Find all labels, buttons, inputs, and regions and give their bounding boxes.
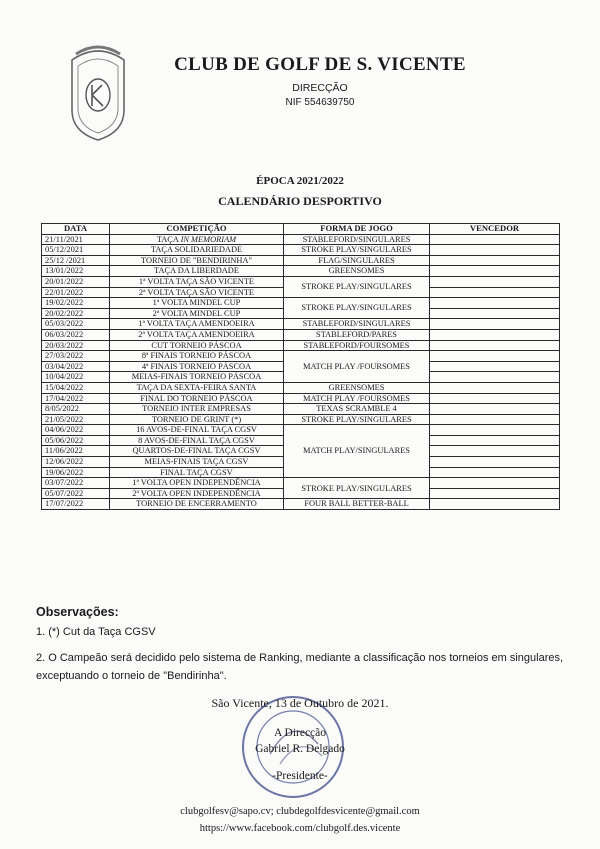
row-winner [430,340,560,351]
row-competition: 4ª FINAIS TORNEIO PÁSCOA [110,361,284,372]
row-format: STROKE PLAY/SINGULARES [284,414,430,425]
row-winner [430,499,560,510]
row-winner [430,308,560,319]
row-winner [430,372,560,383]
row-format: FLAG/SINGULARES [284,255,430,266]
row-date: 21/11/2021 [42,234,110,245]
row-format: STABLEFORD/SINGULARES [284,234,430,245]
row-format: STABLEFORD/FOURSOMES [284,340,430,351]
row-competition: TAÇA DA SEXTA-FEIRA SANTA [110,382,284,393]
row-competition: TAÇA SOLIDARIEDADE [110,245,284,256]
season-label: ÉPOCA 2021/2022 [256,175,344,187]
row-format: STABLEFORD/SINGULARES [284,319,430,330]
row-competition: MEIAS-FINAIS TORNEIO PÁSCOA [110,372,284,383]
row-winner [430,255,560,266]
observations-title: Observações: [36,605,119,619]
row-date: 05/03/2022 [42,319,110,330]
row-format: STROKE PLAY/SINGULARES [284,478,430,499]
row-winner [430,404,560,415]
row-winner [430,319,560,330]
row-date: 19/02/2022 [42,298,110,309]
table-row [42,478,560,489]
row-competition: TAÇA IN MEMORIAM [110,234,284,245]
row-format: MATCH PLAY /FOURSOMES [284,351,430,383]
row-date: 21/05/2022 [42,414,110,425]
row-winner [430,414,560,425]
table-row [42,382,560,393]
column-header-format: FORMA DE JOGO [284,224,430,235]
row-competition: 2ª VOLTA TAÇA AMENDOEIRA [110,329,284,340]
row-format: MATCH PLAY/SINGULARES [284,425,430,478]
row-competition: TAÇA DA LIBERDADE [110,266,284,277]
table-row [42,351,560,362]
signature-direccao: A Direcção [273,727,327,739]
table-row [42,276,560,287]
table-row [42,329,560,340]
club-crest-logo [62,40,134,144]
row-date: 05/12/2021 [42,245,110,256]
column-header-competition: COMPETIÇÃO [110,224,284,235]
row-winner [430,446,560,457]
row-format: FOUR BALL BETTER-BALL [284,499,430,510]
nif-number: NIF 554639750 [285,97,355,108]
row-format: TEXAS SCRAMBLE 4 [284,404,430,415]
row-date: 10/04/2022 [42,372,110,383]
signature-name: Gabriel R. Delgado [255,743,345,755]
row-date: 17/07/2022 [42,499,110,510]
table-row [42,319,560,330]
table-header-row [42,224,560,235]
row-competition: 16 AVOS-DE-FINAL TAÇA CGSV [110,425,284,436]
signature-role: -Presidente- [272,770,328,782]
row-competition: FINAL DO TORNEIO PÁSCOA [110,393,284,404]
row-date: 19/06/2022 [42,467,110,478]
row-competition: 1ª VOLTA MINDEL CUP [110,298,284,309]
row-winner [430,245,560,256]
row-winner [430,287,560,298]
row-winner [430,488,560,499]
row-competition: 8ª FINAIS TORNEIO PÁSCOA [110,351,284,362]
row-winner [430,329,560,340]
row-format: STROKE PLAY/SINGULARES [284,298,430,319]
table-row [42,340,560,351]
row-competition: CUT TORNEIO PÁSCOA [110,340,284,351]
row-date: 20/01/2022 [42,276,110,287]
row-winner [430,393,560,404]
row-winner [430,425,560,436]
table-row [42,404,560,415]
table-row [42,393,560,404]
observation-item: 1. (*) Cut da Taça CGSV [36,626,156,638]
row-date: 25/12 /2021 [42,255,110,266]
row-winner [430,435,560,446]
row-competition: 8 AVOS-DE-FINAL TAÇA CGSV [110,435,284,446]
row-date: 03/07/2022 [42,478,110,489]
row-date: 05/07/2022 [42,488,110,499]
place-and-date: São Vicente, 13 de Outubro de 2021. [211,696,389,710]
row-competition: 2ª VOLTA TAÇA SÃO VICENTE [110,287,284,298]
row-date: 22/01/2022 [42,287,110,298]
table-row [42,266,560,277]
row-date: 13/01/2022 [42,266,110,277]
row-format: GREENSOMES [284,382,430,393]
header-subtitle: DIRECÇÃO [292,82,348,94]
observation-item: 2. O Campeão será decidido pelo sistema de Ranking, mediante a classificação nos torneios em singulares, exceptuando o torneio de "Bendirinha". [36,652,564,682]
row-format: GREENSOMES [284,266,430,277]
document-title: CALENDÁRIO DESPORTIVO [218,194,382,208]
facebook-link[interactable]: https://www.facebook.com/clubgolf.des.vicente [199,823,401,834]
row-date: 27/03/2022 [42,351,110,362]
row-format: STABLEFORD/PARES [284,329,430,340]
row-competition: TORNEIO DE "BENDIRINHA" [110,255,284,266]
column-header-date: DATA [42,224,110,235]
row-winner [430,234,560,245]
row-competition: TORNEIO DE GRINT (*) [110,414,284,425]
row-winner [430,298,560,309]
row-date: 20/02/2022 [42,308,110,319]
row-winner [430,351,560,362]
table-row [42,425,560,436]
row-winner [430,276,560,287]
row-competition: QUARTOS-DE-FINAL TAÇA CGSV [110,446,284,457]
row-competition: 2ª VOLTA OPEN INDEPENDÊNCIA [110,488,284,499]
row-date: 03/04/2022 [42,361,110,372]
row-competition: MEIAS-FINAIS TAÇA CGSV [110,457,284,468]
row-winner [430,266,560,277]
row-competition: 1ª VOLTA TAÇA SÃO VICENTE [110,276,284,287]
table-row [42,298,560,309]
row-date: 17/04/2022 [42,393,110,404]
row-date: 04/06/2022 [42,425,110,436]
row-format: STROKE PLAY/SINGULARES [284,276,430,297]
table-row [42,255,560,266]
row-date: 05/06/2022 [42,435,110,446]
row-competition: FINAL TAÇA CGSV [110,467,284,478]
club-name: CLUB DE GOLF DE S. VICENTE [174,54,466,75]
column-header-winner: VENCEDOR [430,224,560,235]
row-date: 15/04/2022 [42,382,110,393]
row-winner [430,457,560,468]
table-row [42,234,560,245]
row-date: 8/05/2022 [42,404,110,415]
row-format: STROKE PLAY/SINGULARES [284,245,430,256]
table-row [42,414,560,425]
row-competition: TORNEIO INTER EMPRESAS [110,404,284,415]
row-competition: TORNEIO DE ENCERRAMENTO [110,499,284,510]
row-competition: 2ª VOLTA MINDEL CUP [110,308,284,319]
row-winner [430,382,560,393]
table-row [42,499,560,510]
calendar-table [41,223,560,510]
row-competition: 1ª VOLTA TAÇA AMENDOEIRA [110,319,284,330]
row-date: 06/03/2022 [42,329,110,340]
contact-emails[interactable]: clubgolfesv@sapo.cv; clubdegolfdesvicente@gmail.com [180,806,420,817]
row-date: 11/06/2022 [42,446,110,457]
row-format: MATCH PLAY /FOURSOMES [284,393,430,404]
table-row [42,245,560,256]
row-competition: 1ª VOLTA OPEN INDEPENDÊNCIA [110,478,284,489]
row-winner [430,478,560,489]
row-date: 12/06/2022 [42,457,110,468]
row-date: 20/03/2022 [42,340,110,351]
row-winner [430,467,560,478]
row-winner [430,361,560,372]
